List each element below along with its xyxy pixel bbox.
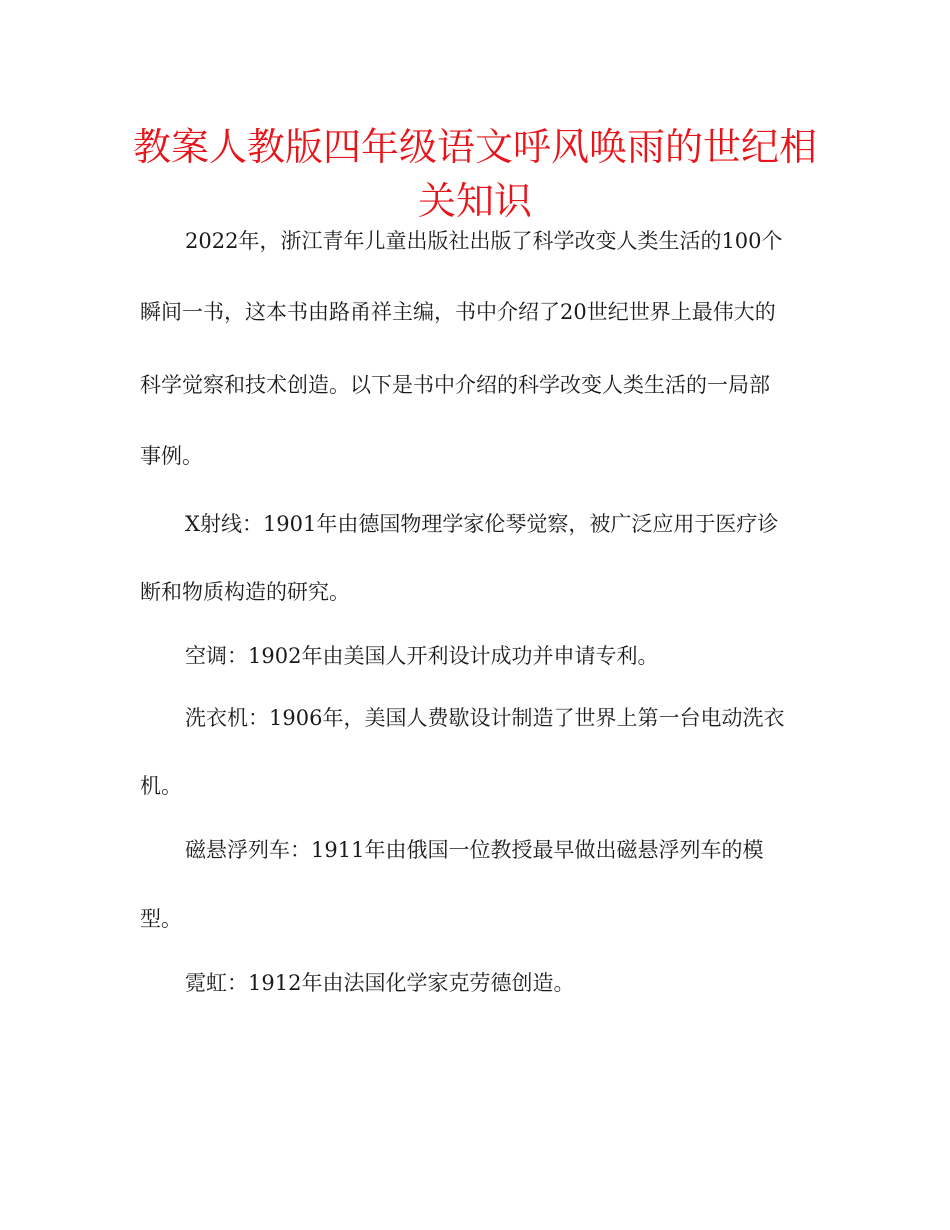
- title-line-2: 关知识: [417, 179, 532, 223]
- paragraph-maglev-line-2: 型。: [140, 907, 182, 931]
- paragraph-xray-line-2: 断和物质构造的研究。: [140, 580, 350, 604]
- paragraph-washing-machine-line-1: 洗衣机：1906年，美国人费歇设计制造了世界上第一台电动洗衣: [185, 706, 785, 730]
- paragraph-neon: 霓虹：1912年由法国化学家克劳德创造。: [185, 971, 575, 995]
- paragraph-maglev-line-1: 磁悬浮列车：1911年由俄国一位教授最早做出磁悬浮列车的模: [185, 838, 764, 862]
- paragraph-1-line-2: 瞬间一书，这本书由路甬祥主编，书中介绍了20世纪世界上最伟大的: [140, 300, 776, 324]
- paragraph-1-line-1: 2022年，浙江青年儿童出版社出版了科学改变人类生活的100个: [185, 229, 783, 253]
- document-title: [130, 120, 820, 228]
- paragraph-washing-machine-line-2: 机。: [140, 774, 182, 798]
- title-line-1: 教案人教版四年级语文呼风唤雨的世纪相: [132, 125, 817, 169]
- paragraph-xray-line-1: X射线：1901年由德国物理学家伦琴觉察，被广泛应用于医疗诊: [185, 512, 779, 536]
- paragraph-air-conditioner: 空调：1902年由美国人开利设计成功并申请专利。: [185, 644, 659, 668]
- paragraph-1-line-3: 科学觉察和技术创造。以下是书中介绍的科学改变人类生活的一局部: [140, 373, 770, 397]
- paragraph-1-line-4: 事例。: [140, 444, 203, 468]
